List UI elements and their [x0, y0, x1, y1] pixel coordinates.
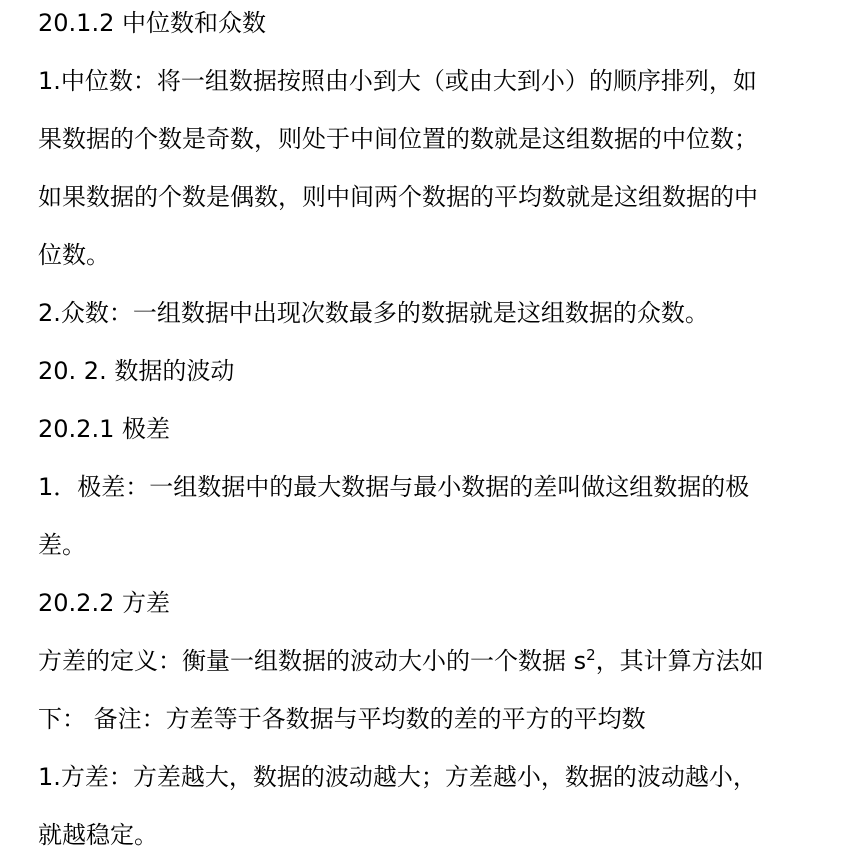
variance-note: 下： 备注：方差等于各数据与平均数的差的平方的平均数 — [38, 705, 646, 733]
variance-property-line-2: 就越稳定。 — [38, 821, 158, 849]
variance-superscript: 2 — [586, 646, 596, 664]
median-definition-line-2: 果数据的个数是奇数，则处于中间位置的数就是这组数据的中位数； — [38, 125, 758, 153]
variance-definition — [38, 646, 822, 676]
heading-range: 20.2.1 极差 — [38, 415, 170, 443]
heading-data-fluctuation: 20. 2. 数据的波动 — [38, 357, 235, 385]
range-definition-line-2: 差。 — [38, 531, 86, 559]
variance-definition-text: 方差的定义：衡量一组数据的波动大小的一个数据 s — [38, 647, 587, 675]
variance-definition-tail: ，其计算方法如 — [595, 647, 764, 675]
heading-variance: 20.2.2 方差 — [38, 589, 170, 617]
heading-median-mode: 20.1.2 中位数和众数 — [38, 9, 266, 37]
range-definition-line-1: 1．极差：一组数据中的最大数据与最小数据的差叫做这组数据的极 — [38, 473, 750, 501]
variance-property-line-1: 1.方差：方差越大，数据的波动越大；方差越小，数据的波动越小， — [38, 763, 757, 791]
mode-definition: 2.众数：一组数据中出现次数最多的数据就是这组数据的众数。 — [38, 299, 709, 327]
median-definition-line-4: 位数。 — [38, 241, 110, 269]
median-definition-line-3: 如果数据的个数是偶数，则中间两个数据的平均数就是这组数据的中 — [38, 183, 758, 211]
median-definition-line-1: 1.中位数：将一组数据按照由小到大（或由大到小）的顺序排列，如 — [38, 67, 757, 95]
